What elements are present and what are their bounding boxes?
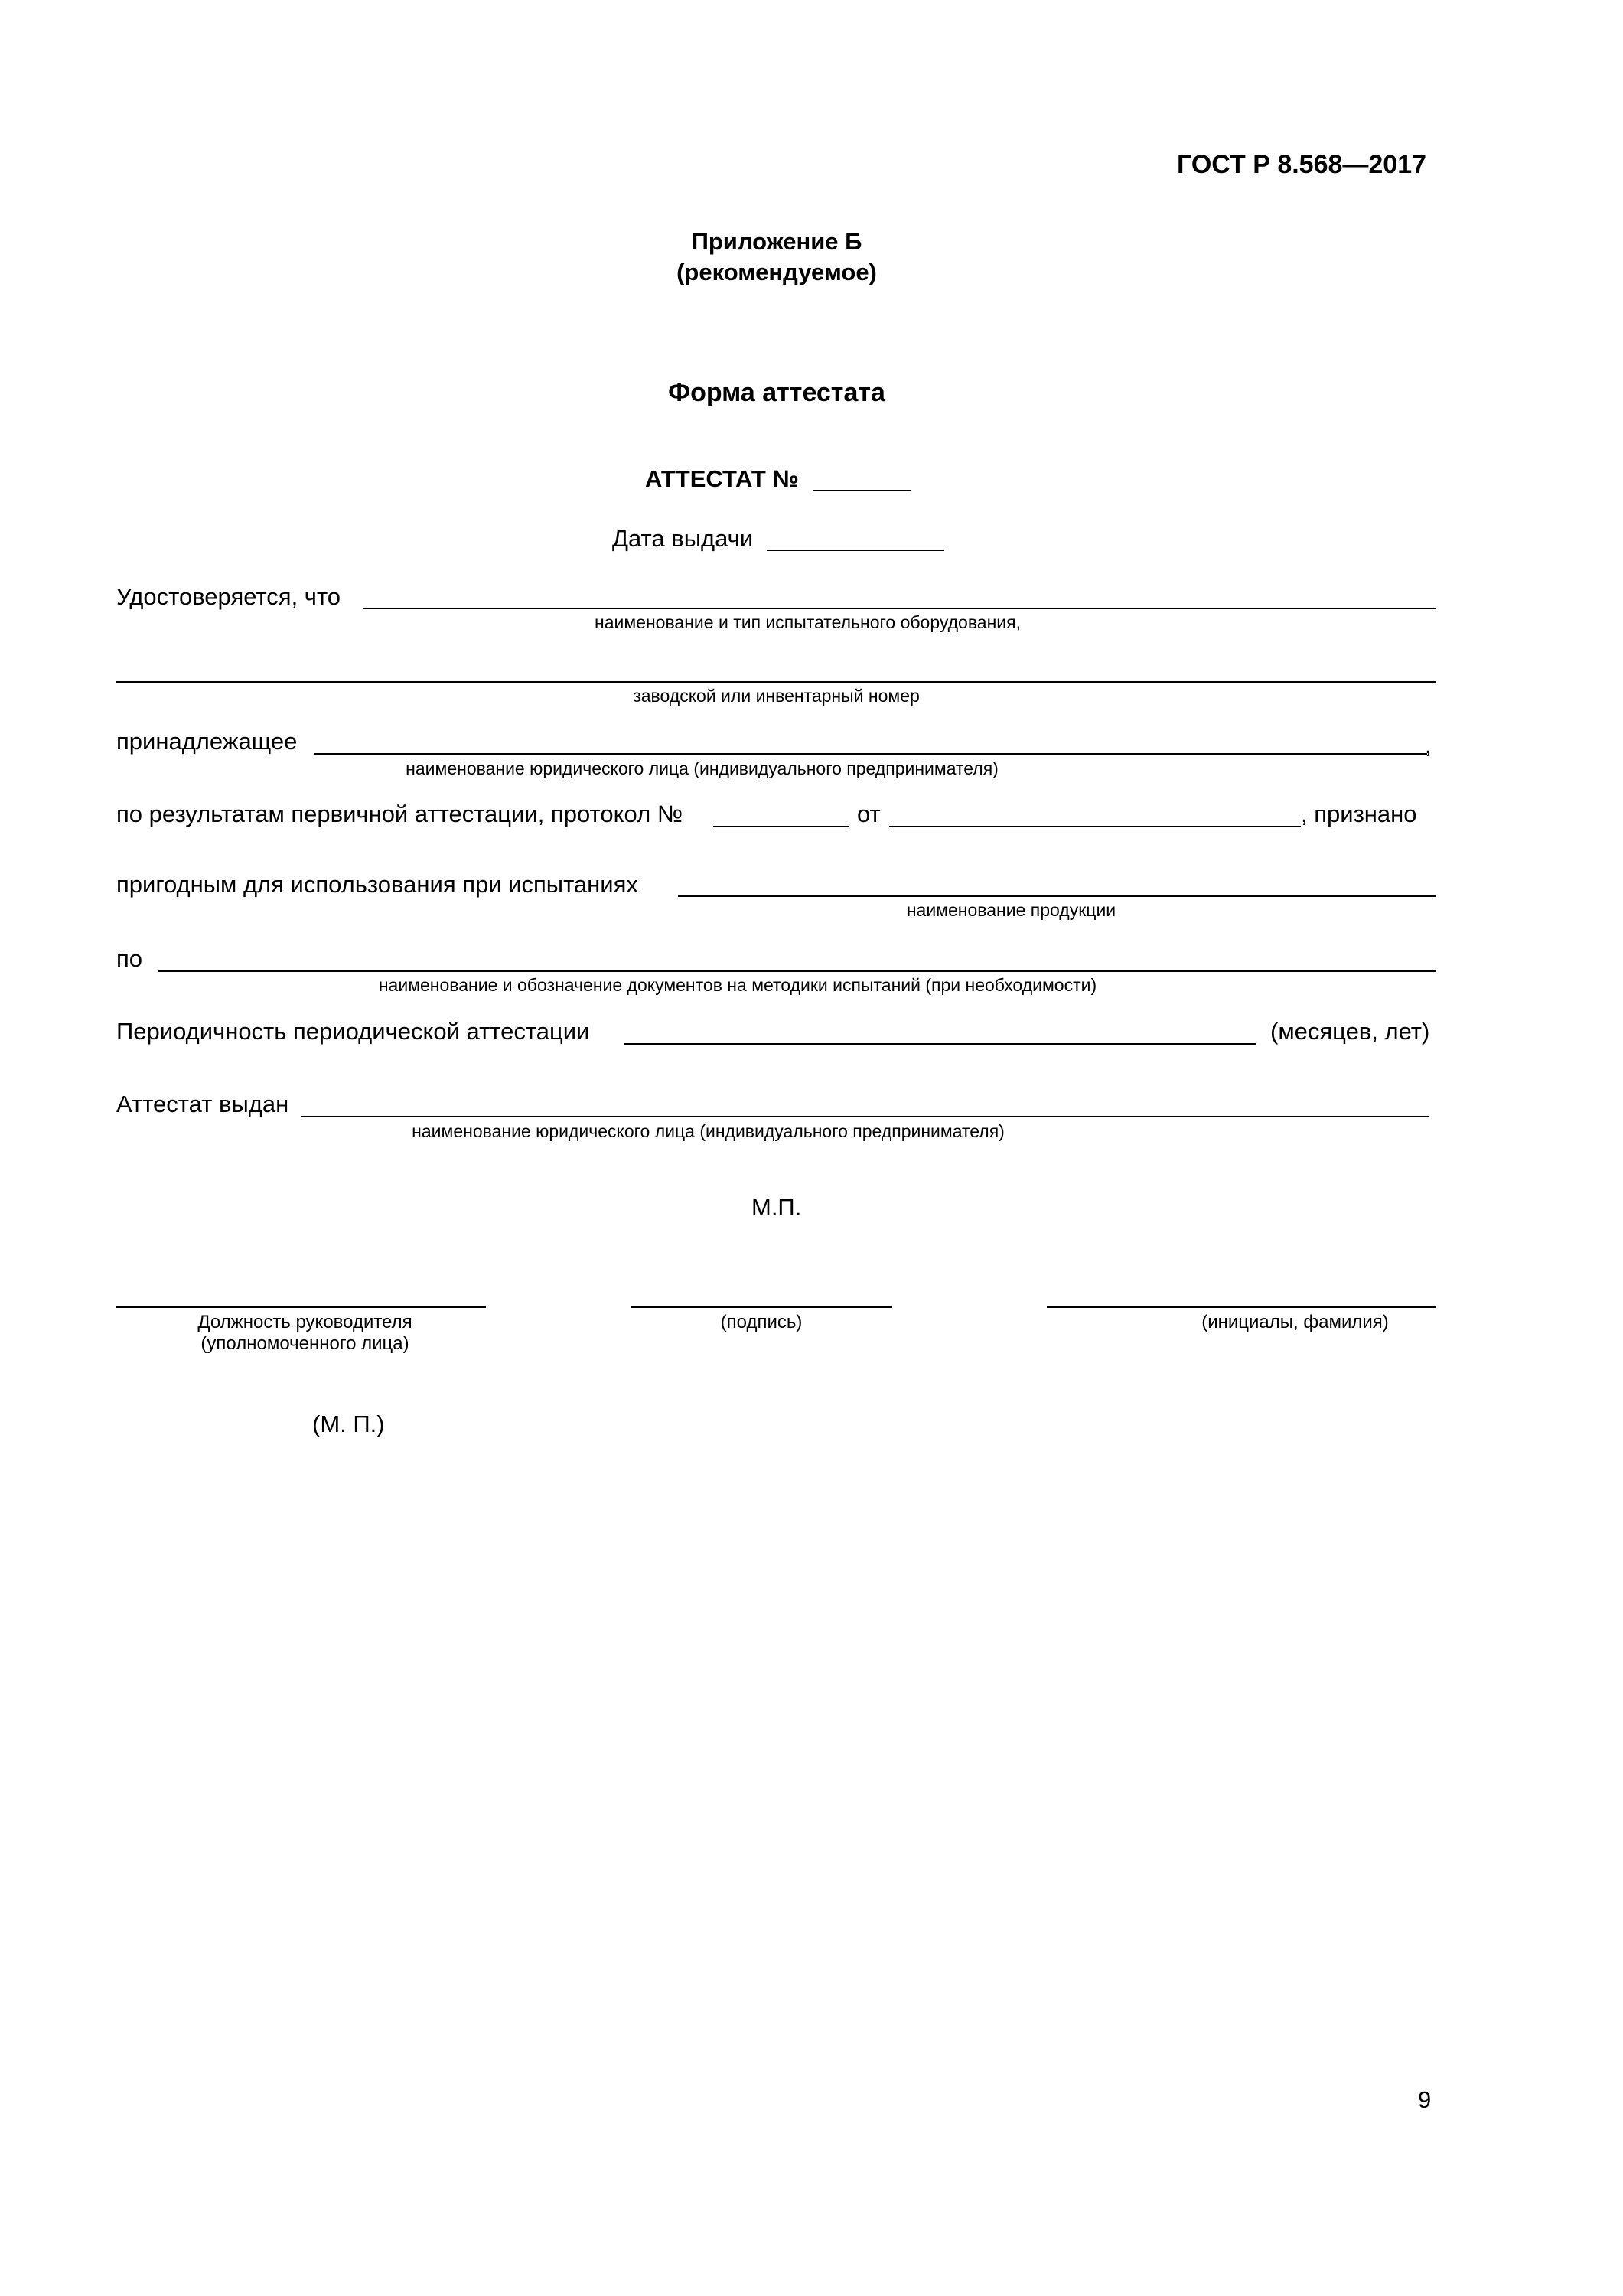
stamp-label: М.П. [751,1194,802,1221]
certificate-number-field[interactable] [813,490,911,491]
standard-number: ГОСТ Р 8.568—2017 [1177,150,1427,179]
products-field[interactable] [678,895,1436,897]
issue-date-label: Дата выдачи [612,525,754,552]
serial-number-field[interactable] [116,681,1436,683]
owner-comma: , [1425,732,1432,758]
methods-caption: наименование и обозначение документов на методики испытаний (при необходимости) [378,975,1097,995]
certificate-title: АТТЕСТАТ № [645,465,799,492]
per-label: по [116,945,143,972]
owner-label: принадлежащее [116,728,298,755]
stamp-label-2: (М. П.) [312,1411,385,1437]
issued-caption: наименование юридического лица (индивидуального предпринимателя) [412,1121,1005,1141]
protocol-date-field[interactable] [889,826,1301,827]
issued-label: Аттестат выдан [116,1091,289,1117]
page-number: 9 [1418,2086,1432,2113]
equipment-name-field[interactable] [363,608,1436,609]
methods-field[interactable] [158,970,1436,972]
appendix-status: (рекомендуемое) [676,259,877,285]
issued-to-field[interactable] [301,1116,1429,1117]
owner-caption: наименование юридического лица (индивидуального предпринимателя) [406,758,999,778]
periodicity-label: Периодичность периодической аттестации [116,1018,590,1045]
name-field[interactable] [1047,1306,1436,1308]
owner-field[interactable] [314,753,1427,755]
fit-label: пригодным для использования при испытаниях [116,871,638,898]
signature-caption: (подпись) [720,1312,803,1332]
form-title: Форма аттестата [668,378,885,407]
position-caption-line1: Должность руководителя [197,1312,412,1332]
signature-field[interactable] [631,1306,892,1308]
recognized-label: , признано [1301,801,1417,827]
from-label: от [857,801,881,827]
results-label: по результатам первичной аттестации, протокол № [116,801,683,827]
periodicity-field[interactable] [624,1043,1256,1045]
periodicity-unit: (месяцев, лет) [1270,1018,1430,1045]
protocol-number-field[interactable] [713,826,849,827]
name-caption: (инициалы, фамилия) [1201,1312,1389,1332]
certifies-label: Удостоверяется, что [116,583,341,610]
serial-number-caption: заводской или инвентарный номер [633,686,920,706]
position-field[interactable] [116,1306,486,1308]
equipment-name-caption: наименование и тип испытательного оборудования, [595,612,1021,632]
position-caption-line2: (уполномоченного лица) [200,1333,409,1354]
issue-date-field[interactable] [767,550,944,551]
products-caption: наименование продукции [906,900,1116,920]
appendix-title: Приложение Б [691,228,862,255]
